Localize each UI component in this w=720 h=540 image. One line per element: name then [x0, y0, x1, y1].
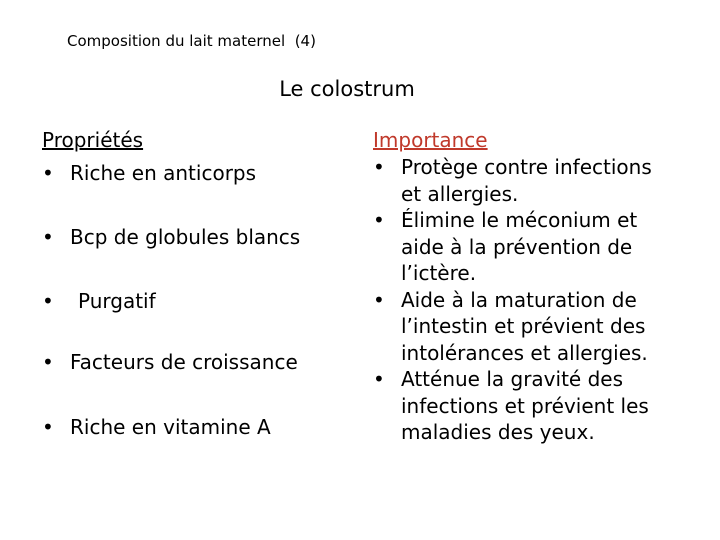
list-item	[373, 287, 693, 367]
list-item	[42, 160, 256, 186]
properties-column	[42, 127, 362, 439]
list-item	[42, 224, 300, 250]
list-item	[42, 349, 298, 375]
list-item-text: Facteurs de croissance	[70, 350, 298, 374]
bullet-icon: •	[373, 287, 385, 312]
header-number: (4)	[294, 32, 316, 50]
header-label: Composition du lait maternel	[67, 32, 286, 50]
list-item-text: Riche en anticorps	[70, 161, 257, 185]
list-item	[373, 366, 679, 446]
list-item-text: Aide à la maturation de l’intestin et prévient des intolérances et allergies.	[401, 287, 648, 365]
list-item	[373, 207, 669, 287]
importance-heading: Importance	[373, 128, 488, 152]
list-item-text: Atténue la gravité des infections et prévient les maladies des yeux.	[401, 367, 649, 444]
slide-header	[67, 32, 316, 50]
list-item	[42, 288, 156, 314]
bullet-icon: •	[42, 289, 54, 313]
slide-title: Le colostrum	[279, 77, 415, 101]
bullet-icon: •	[373, 208, 385, 232]
list-item	[373, 154, 669, 207]
list-item-text: Riche en vitamine A	[70, 415, 271, 439]
list-item	[42, 414, 271, 440]
list-item-text: Protège contre infections et allergies.	[401, 155, 652, 206]
list-item-text: Élimine le méconium et aide à la prévention de l’ictère.	[401, 208, 638, 285]
list-item-text: Bcp de globules blancs	[70, 225, 301, 249]
list-item-text: Purgatif	[78, 289, 156, 313]
bullet-icon: •	[42, 415, 54, 439]
importance-list	[373, 154, 693, 446]
properties-heading: Propriétés	[42, 128, 144, 152]
bullet-icon: •	[42, 225, 54, 249]
importance-column	[373, 127, 693, 446]
bullet-icon: •	[42, 350, 54, 374]
bullet-icon: •	[373, 155, 385, 179]
bullet-icon: •	[373, 367, 385, 391]
bullet-icon: •	[42, 161, 54, 185]
